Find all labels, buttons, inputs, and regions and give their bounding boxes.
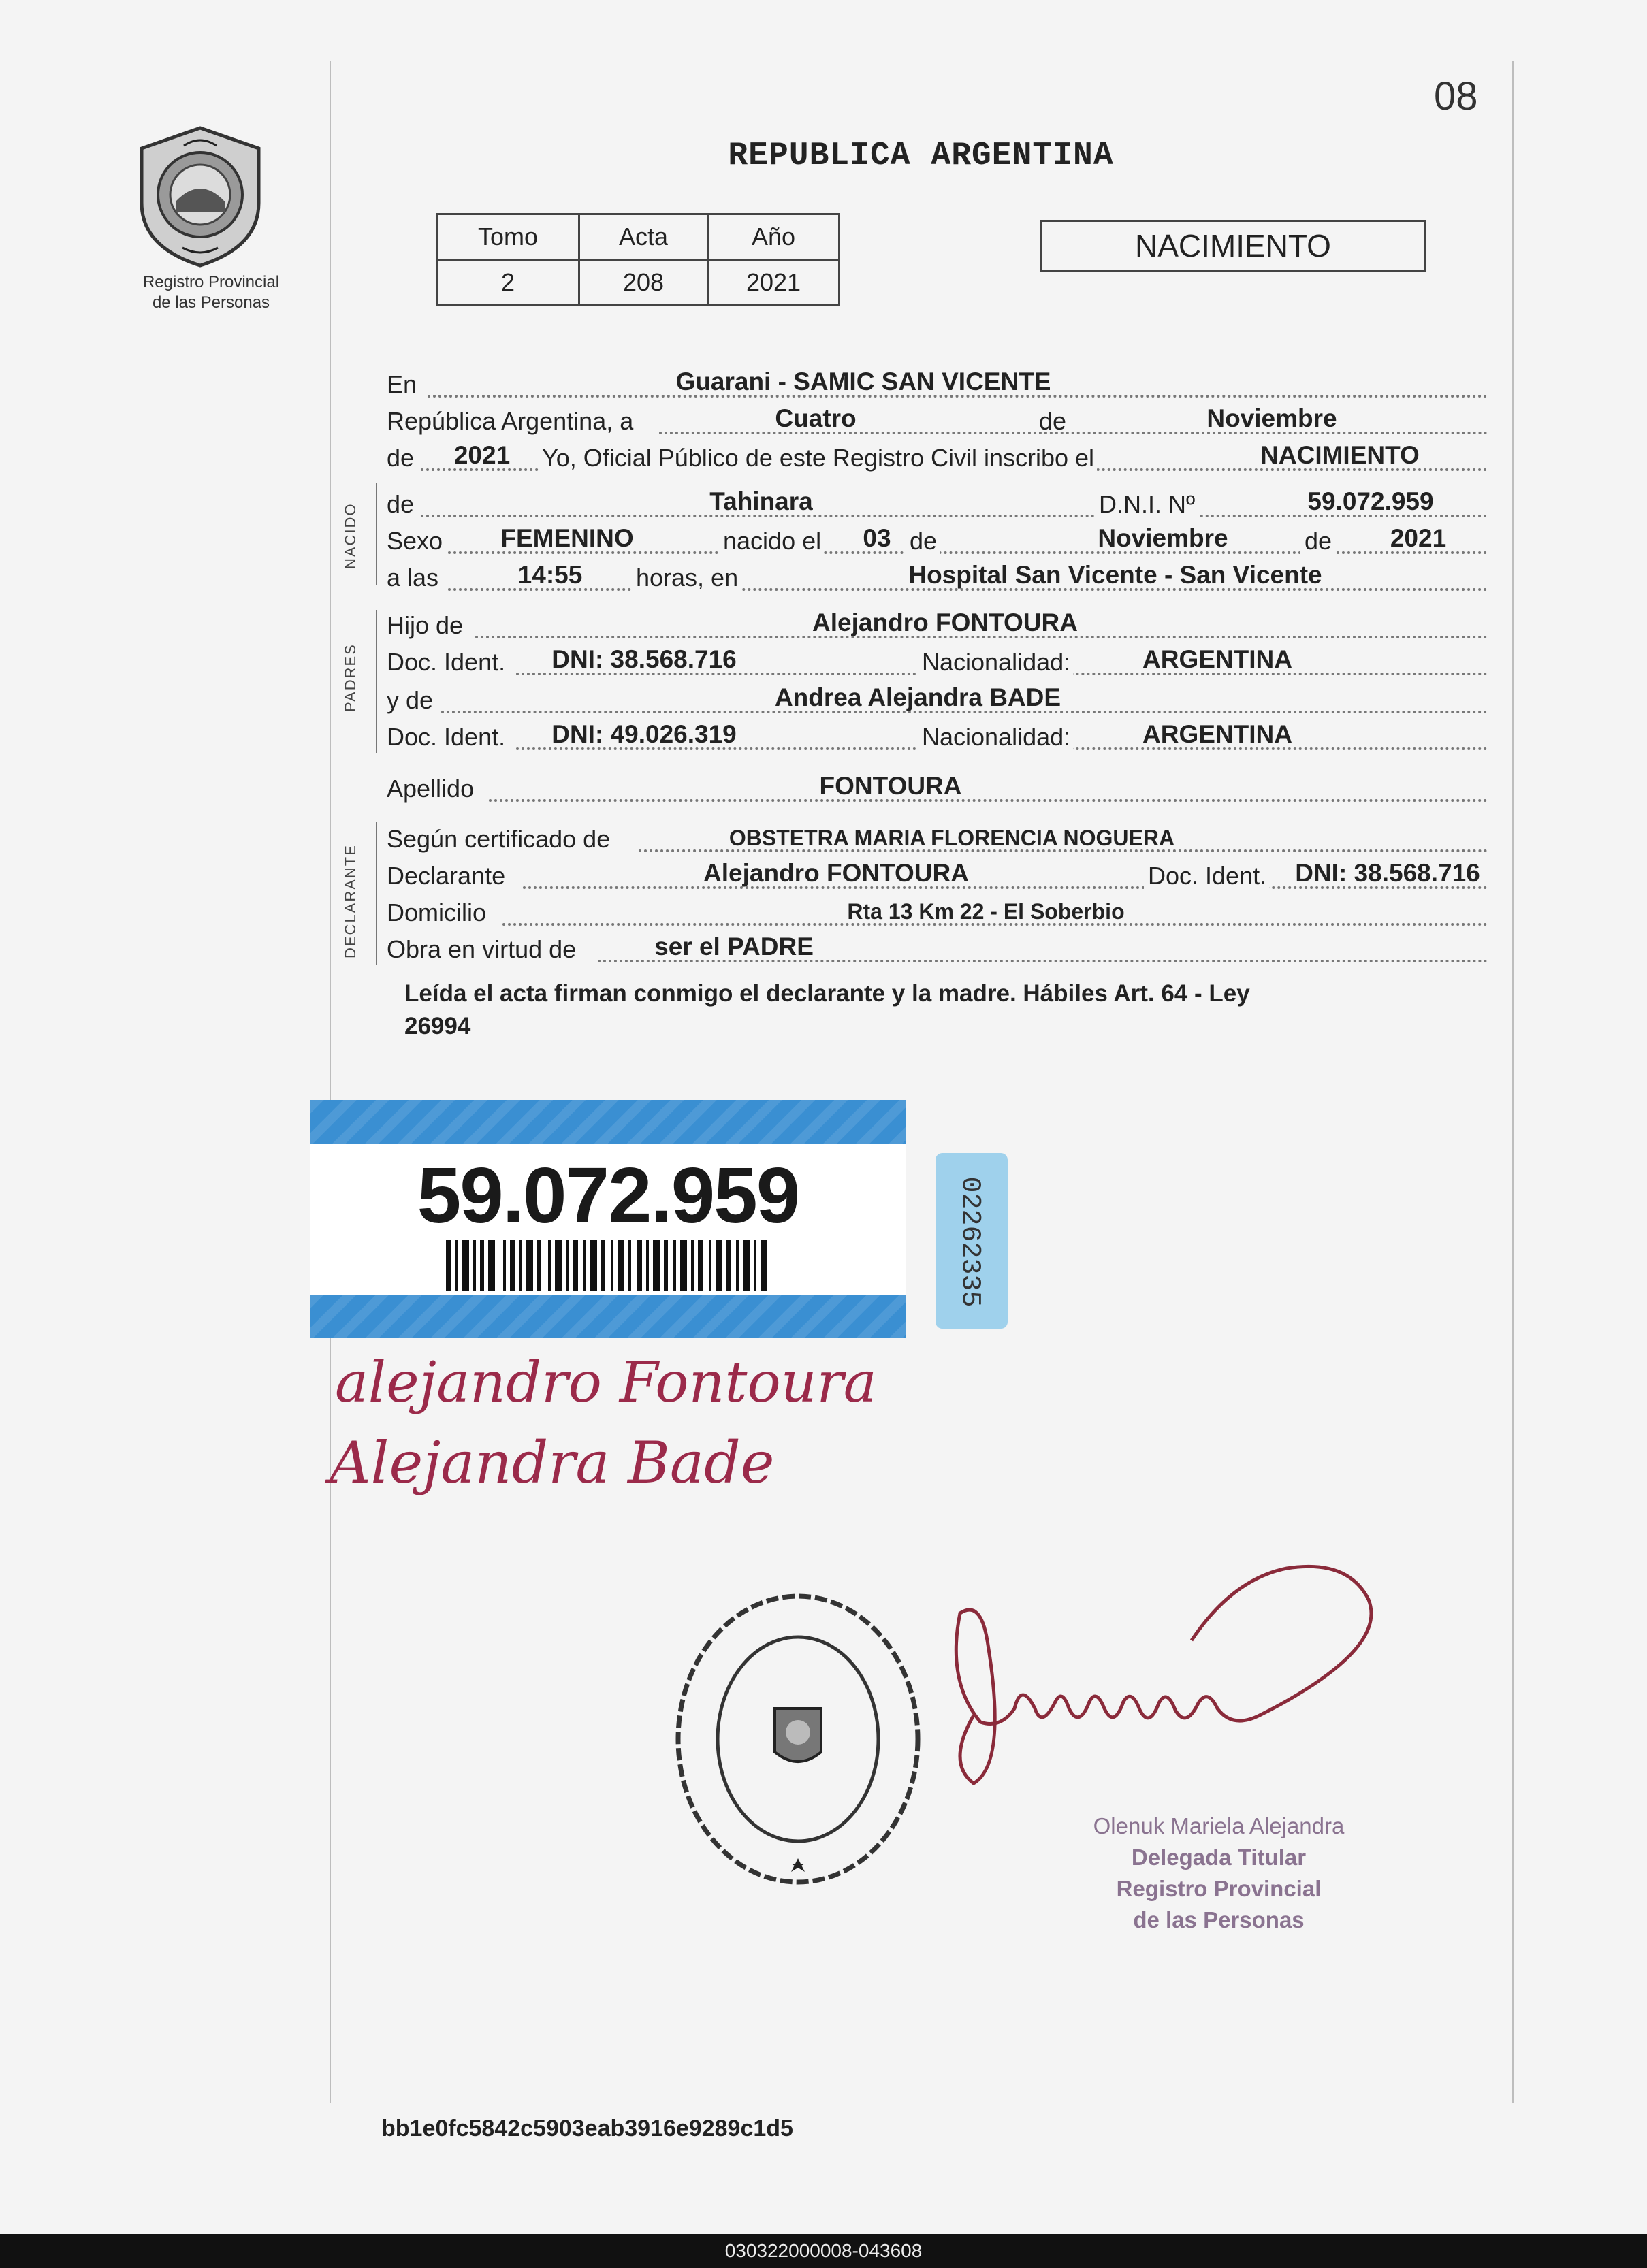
declarante-bar [376, 822, 377, 965]
signature-declarante: alejandro Fontoura [335, 1350, 877, 1415]
value-anio-acta: 2021 [453, 441, 511, 469]
label-nacido-el: nacido el [719, 527, 824, 555]
official-stamp [669, 1586, 927, 1892]
label-en: En [387, 370, 419, 399]
row-madre-doc [387, 717, 1488, 754]
label-sexo: Sexo [387, 527, 445, 555]
row-certificado [387, 820, 1488, 856]
row-anio [387, 438, 1488, 475]
row-declarante [387, 856, 1488, 893]
value-obra: ser el PADRE [654, 933, 814, 960]
logo-caption: Registro Provincial de las Personas [142, 273, 280, 312]
value-declarante-doc: DNI: 38.568.716 [1295, 859, 1480, 887]
label-y-de: y de [387, 686, 436, 715]
value-lugar: Hospital San Vicente - San Vicente [908, 561, 1322, 589]
delegada-block [1035, 1811, 1403, 1936]
label-domicilio: Domicilio [387, 898, 489, 927]
card-dni-number: 59.072.959 [417, 1151, 799, 1240]
value-nac-mes: Noviembre [1098, 524, 1228, 552]
value-sexo: FEMENINO [500, 524, 634, 552]
value-nombre: Tahinara [709, 487, 813, 515]
delegada-title: Delegada Titular [1131, 1845, 1307, 1870]
label-certificado: Según certificado de [387, 825, 613, 854]
label-horas-en: horas, en [632, 564, 741, 592]
value-certificado: OBSTETRA MARIA FLORENCIA NOGUERA [729, 826, 1175, 850]
label-republica: República Argentina, a [387, 407, 636, 436]
row-nombre [387, 485, 1488, 521]
value-hora: 14:55 [517, 561, 583, 589]
value-padre-doc: DNI: 38.568.716 [551, 645, 737, 673]
value-inscribo: NACIMIENTO [1260, 441, 1420, 469]
label-doc-declarante: Doc. Ident. [1144, 862, 1269, 890]
row-en [387, 365, 1488, 402]
value-madre-nac: ARGENTINA [1142, 720, 1292, 748]
delegada-org-1: Registro Provincial [1116, 1876, 1322, 1901]
label-hijo-de: Hijo de [387, 611, 466, 640]
value-anio: 2021 [708, 260, 840, 306]
row-republica [387, 402, 1488, 438]
label-nacionalidad-madre: Nacionalidad: [918, 723, 1073, 751]
country-title: REPUBLICA ARGENTINA [728, 137, 1114, 174]
right-margin-line [1512, 61, 1514, 2103]
label-yo: Yo, Oficial Público de este Registro Civil inscribo el [539, 444, 1097, 472]
value-madre-doc: DNI: 49.026.319 [551, 720, 737, 748]
card-bottom-band [310, 1295, 906, 1338]
value-declarante: Alejandro FONTOURA [703, 859, 969, 887]
label-obra: Obra en virtud de [387, 935, 579, 964]
row-padre-doc [387, 643, 1488, 679]
footer-bar [0, 2234, 1647, 2268]
row-hijo [387, 606, 1488, 643]
side-label-nacido: NACIDO [342, 502, 359, 569]
label-a-las: a las [387, 564, 441, 592]
footer-code: 030322000008-043608 [724, 2240, 923, 2261]
value-tomo: 2 [437, 260, 579, 306]
dni-label-card [310, 1100, 906, 1338]
label-de-mes: de [1039, 407, 1067, 435]
value-apellido: FONTOURA [819, 772, 962, 800]
dni-tag [936, 1153, 1008, 1329]
page-number: 08 [1434, 74, 1478, 118]
row-madre [387, 681, 1488, 717]
document-hash: bb1e0fc5842c5903eab3916e9289c1d5 [381, 2116, 793, 2141]
left-margin-line [330, 61, 331, 2103]
value-padre: Alejandro FONTOURA [812, 609, 1078, 636]
label-de-anio: de [387, 444, 417, 472]
value-nac-dia: 03 [863, 524, 891, 552]
row-apellido [387, 769, 1488, 806]
row-domicilio [387, 893, 1488, 930]
nacido-bar [376, 483, 377, 585]
closing-note: Leída el acta firman conmigo el declarante y la madre. Hábiles Art. 64 - Ley 26994 [404, 980, 1250, 1039]
value-acta: 208 [579, 260, 708, 306]
delegada-org-2: de las Personas [1133, 1907, 1305, 1932]
value-en: Guarani - SAMIC SAN VICENTE [675, 368, 1051, 395]
label-dni: D.N.I. Nº [1095, 490, 1198, 519]
label-declarante: Declarante [387, 862, 508, 890]
value-dni: 59.072.959 [1307, 487, 1434, 515]
label-doc-madre: Doc. Ident. [387, 723, 508, 751]
header-acta: Acta [579, 214, 708, 260]
value-padre-nac: ARGENTINA [1142, 645, 1292, 673]
label-apellido: Apellido [387, 775, 477, 803]
registry-table [436, 213, 840, 306]
header-tomo: Tomo [437, 214, 579, 260]
label-doc-padre: Doc. Ident. [387, 648, 508, 677]
padres-bar [376, 610, 377, 753]
row-sexo [387, 521, 1488, 558]
label-de-nac-anio: de [1300, 527, 1334, 555]
value-nac-anio: 2021 [1390, 524, 1447, 552]
value-domicilio: Rta 13 Km 22 - El Soberbio [847, 899, 1125, 924]
card-top-band [310, 1100, 906, 1144]
row-hora [387, 558, 1488, 595]
value-madre: Andrea Alejandra BADE [774, 683, 1061, 711]
delegada-name: Olenuk Mariela Alejandra [1093, 1813, 1345, 1838]
official-signature [933, 1559, 1396, 1804]
act-type-box: NACIMIENTO [1040, 220, 1426, 272]
side-label-declarante: DECLARANTE [342, 844, 359, 958]
side-label-padres: PADRES [342, 643, 359, 712]
province-logo [131, 121, 270, 270]
signature-madre: Alejandra Bade [330, 1429, 775, 1496]
label-de-nac-mes: de [906, 527, 940, 555]
value-dia: Cuatro [775, 404, 857, 432]
dni-tag-number: 02262335 [954, 1176, 985, 1308]
label-de-nombre: de [387, 490, 417, 519]
value-mes: Noviembre [1206, 404, 1337, 432]
header-anio: Año [708, 214, 840, 260]
label-nacionalidad-padre: Nacionalidad: [918, 648, 1073, 677]
row-obra [387, 930, 1488, 967]
barcode [445, 1240, 771, 1291]
